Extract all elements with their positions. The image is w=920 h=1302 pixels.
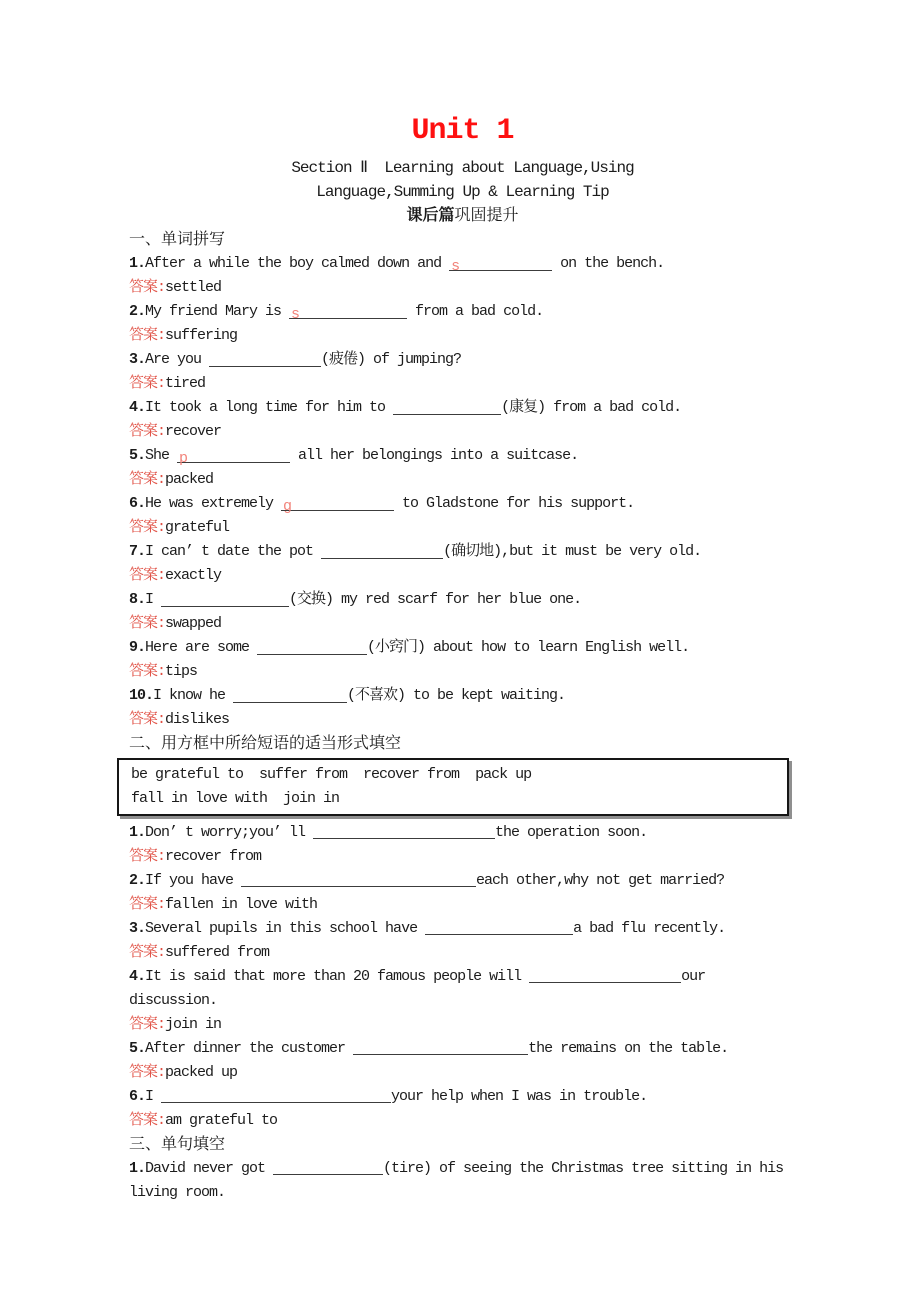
- answer-text: fallen in love with: [165, 896, 318, 913]
- answer-text: grateful: [165, 519, 230, 536]
- item-text: to Gladstone for his support.: [394, 495, 635, 512]
- blank-letter: [233, 690, 235, 707]
- answer-line: [129, 612, 796, 636]
- blank-letter: [321, 546, 323, 563]
- fill-blank: [393, 399, 501, 415]
- answer-text: suffered from: [165, 944, 270, 961]
- item-text: It took a long time for him to: [145, 399, 394, 416]
- item-text: (交换) my red scarf for her blue one.: [289, 591, 582, 608]
- fill-blank: [209, 351, 321, 367]
- answer-line: [129, 660, 796, 684]
- answer-label: 答案:: [129, 896, 166, 913]
- fill-blank: [353, 1039, 528, 1055]
- answer-label: 答案:: [129, 279, 166, 296]
- item-number: 3.: [129, 920, 146, 937]
- item-text: (确切地),but it must be very old.: [443, 543, 702, 560]
- item-number: 4.: [129, 399, 146, 416]
- item-text: If you have: [145, 872, 242, 889]
- exercise-item-s1-3: [129, 348, 796, 372]
- fill-blank: [281, 495, 394, 515]
- answer-label: 答案:: [129, 663, 166, 680]
- item-text: After dinner the customer: [145, 1040, 354, 1057]
- exercise-item-s2-6: [129, 1085, 796, 1109]
- answer-text: exactly: [165, 567, 222, 584]
- answer-text: settled: [165, 279, 222, 296]
- answer-line: [129, 516, 796, 540]
- answer-text: packed up: [165, 1064, 238, 1081]
- continuation-line: living room.: [129, 1184, 226, 1201]
- exercise-item-s2-5: [129, 1037, 796, 1061]
- exercise-item-s2-1: [129, 821, 796, 845]
- answer-text: suffering: [165, 327, 238, 344]
- item-text: from a bad cold.: [407, 303, 544, 320]
- answer-line: [129, 1109, 796, 1133]
- answer-label: 答案:: [129, 375, 166, 392]
- item-number: 7.: [129, 543, 146, 560]
- item-text: on the bench.: [552, 255, 665, 272]
- answer-text: tips: [165, 663, 198, 680]
- section2-heading: 二、用方框中所给短语的适当形式填空: [129, 735, 402, 753]
- answer-text: packed: [165, 471, 214, 488]
- item-text: a bad flu recently.: [573, 920, 726, 937]
- answer-label: 答案:: [129, 327, 166, 344]
- answer-label: 答案:: [129, 1112, 166, 1129]
- fill-blank: [241, 871, 476, 887]
- answer-text: tired: [165, 375, 206, 392]
- item-number: 6.: [129, 1088, 146, 1105]
- fill-blank: [161, 591, 289, 607]
- answer-text: recover: [165, 423, 222, 440]
- item-number: 9.: [129, 639, 146, 656]
- badge-rest-text: 巩固提升: [454, 207, 519, 225]
- item-text: (康复) from a bad cold.: [501, 399, 682, 416]
- exercise-item-s2-4: [129, 965, 796, 1013]
- exercise-item-s3-1: [129, 1157, 796, 1181]
- item-text: David never got: [145, 1160, 274, 1177]
- section1-heading: 一、单词拼写: [129, 231, 226, 249]
- blank-letter: g: [283, 498, 292, 515]
- blank-letter: [161, 594, 163, 611]
- fill-blank: [233, 687, 347, 703]
- section-subtitle-line1: Section Ⅱ Learning about Language,Using: [291, 159, 634, 177]
- answer-line: [129, 845, 796, 869]
- item-number: 1.: [129, 824, 146, 841]
- item-text: (疲倦) of jumping?: [321, 351, 462, 368]
- answer-line: [129, 276, 796, 300]
- exercise-item-s1-2: [129, 300, 796, 324]
- item-text: the operation soon.: [495, 824, 648, 841]
- answer-text: recover from: [165, 848, 262, 865]
- item-number: 1.: [129, 1160, 146, 1177]
- blank-letter: p: [179, 450, 188, 467]
- answer-label: 答案:: [129, 567, 166, 584]
- fill-blank: [321, 543, 443, 559]
- answer-label: 答案:: [129, 1016, 166, 1033]
- fill-blank: [161, 1087, 391, 1103]
- answer-line: [129, 564, 796, 588]
- fill-blank: [289, 303, 407, 323]
- item-text: your help when I was in trouble.: [391, 1088, 648, 1105]
- blank-letter: s: [291, 306, 300, 323]
- item-text: each other,why not get married?: [476, 872, 725, 889]
- item-text: I can’ t date the pot: [145, 543, 322, 560]
- course-badge: [129, 204, 796, 228]
- fill-blank: [313, 823, 495, 839]
- exercise-item-s2-3: [129, 917, 796, 941]
- item-number: 3.: [129, 351, 146, 368]
- answer-line: [129, 420, 796, 444]
- item-text: the remains on the table.: [528, 1040, 729, 1057]
- item-number: 4.: [129, 968, 146, 985]
- fill-blank: [273, 1159, 383, 1175]
- item-number: 2.: [129, 872, 146, 889]
- answer-label: 答案:: [129, 711, 166, 728]
- answer-text: am grateful to: [165, 1112, 278, 1129]
- exercise-item-s1-6: [129, 492, 796, 516]
- fill-blank: [177, 447, 290, 467]
- item-number: 10.: [129, 687, 154, 704]
- answer-label: 答案:: [129, 1064, 166, 1081]
- answer-line: [129, 708, 796, 732]
- answer-line: [129, 372, 796, 396]
- exercise-item-s1-10: [129, 684, 796, 708]
- answer-label: 答案:: [129, 615, 166, 632]
- fill-blank: [529, 967, 681, 983]
- item-text: Are you: [145, 351, 210, 368]
- item-number: 5.: [129, 447, 146, 464]
- phrase-box: [117, 758, 789, 816]
- section3-heading: 三、单句填空: [129, 1136, 226, 1154]
- fill-blank: [257, 639, 367, 655]
- answer-text: join in: [165, 1016, 222, 1033]
- answer-line: [129, 1061, 796, 1085]
- answer-text: dislikes: [165, 711, 230, 728]
- section-subtitle-line2: Language,Summing Up & Learning Tip: [316, 183, 609, 201]
- item-text: After a while the boy calmed down and: [145, 255, 450, 272]
- blank-letter: [393, 402, 395, 419]
- item-number: 8.: [129, 591, 146, 608]
- fill-blank: [425, 919, 573, 935]
- answer-text: swapped: [165, 615, 222, 632]
- answer-line: [129, 941, 796, 965]
- blank-letter: s: [451, 258, 460, 275]
- answer-label: 答案:: [129, 471, 166, 488]
- fill-blank: [449, 255, 552, 275]
- item-number: 6.: [129, 495, 146, 512]
- answer-line: [129, 893, 796, 917]
- item-number: 2.: [129, 303, 146, 320]
- item-text: (小窍门) about how to learn English well.: [367, 639, 690, 656]
- answer-label: 答案:: [129, 423, 166, 440]
- item-text: I know he: [153, 687, 234, 704]
- item-text: It is said that more than 20 famous people will: [145, 968, 530, 985]
- exercise-item-s1-5: [129, 444, 796, 468]
- answer-line: [129, 468, 796, 492]
- exercise-item-s1-1: [129, 252, 796, 276]
- item-number: 1.: [129, 255, 146, 272]
- item-text: our discussion.: [129, 968, 714, 1009]
- item-text: (不喜欢) to be kept waiting.: [347, 687, 566, 704]
- phrase-box-line2: fall in love with join in: [131, 790, 340, 807]
- blank-letter: [209, 354, 211, 371]
- item-text: all her belongings into a suitcase.: [290, 447, 579, 464]
- exercise-item-s2-2: [129, 869, 796, 893]
- answer-label: 答案:: [129, 519, 166, 536]
- exercise-item-s1-9: [129, 636, 796, 660]
- phrase-box-line1: be grateful to suffer from recover from pack up: [131, 766, 532, 783]
- answer-label: 答案:: [129, 944, 166, 961]
- item-text: I: [145, 1088, 162, 1105]
- page-title: Unit 1: [411, 114, 514, 148]
- exercise-item-s1-7: [129, 540, 796, 564]
- blank-letter: [257, 642, 259, 659]
- item-text: Don’ t worry;you’ ll: [145, 824, 314, 841]
- badge-bold-text: 课后篇: [406, 207, 455, 225]
- item-text: He was extremely: [145, 495, 282, 512]
- exercise-item-s1-8: [129, 588, 796, 612]
- exercise-item-s1-4: [129, 396, 796, 420]
- item-text: She: [145, 447, 178, 464]
- item-text: (tire) of seeing the Christmas tree sitting in his: [383, 1160, 784, 1177]
- item-number: 5.: [129, 1040, 146, 1057]
- item-text: Several pupils in this school have: [145, 920, 426, 937]
- item-text: I: [145, 591, 162, 608]
- answer-label: 答案:: [129, 848, 166, 865]
- item-text: Here are some: [145, 639, 258, 656]
- answer-line: [129, 1013, 796, 1037]
- answer-line: [129, 324, 796, 348]
- item-text: My friend Mary is: [145, 303, 290, 320]
